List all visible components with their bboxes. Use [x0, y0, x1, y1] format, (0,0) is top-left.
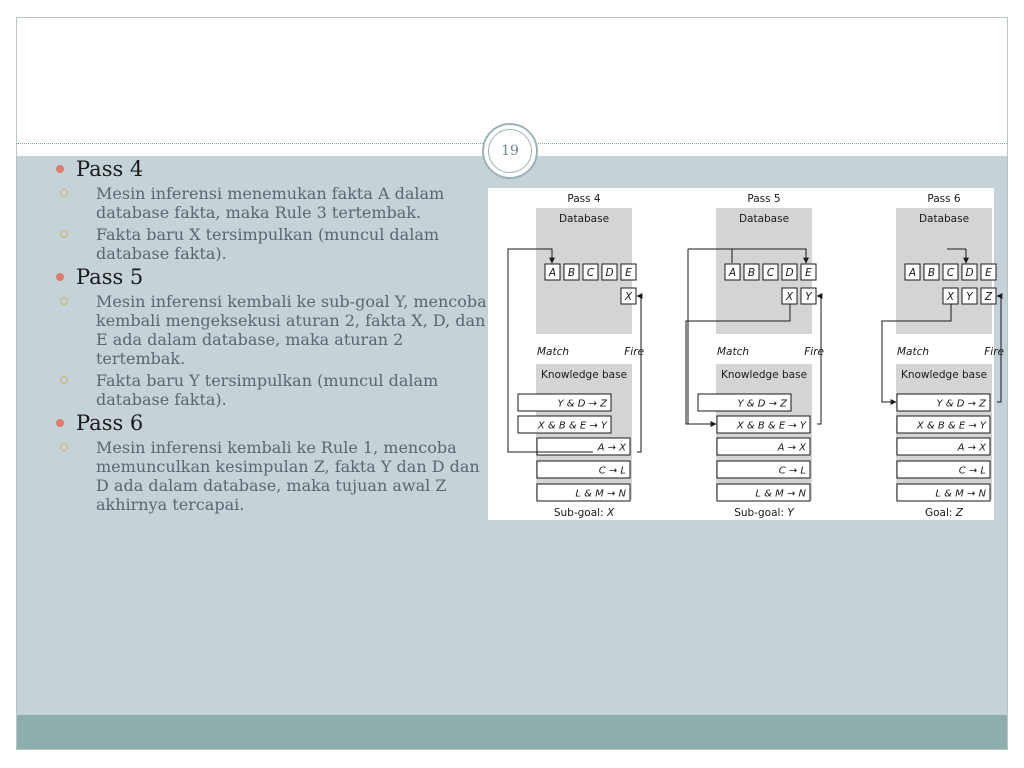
page-number: 19 — [488, 129, 532, 173]
fire-arrow — [637, 296, 641, 452]
match-label: Match — [537, 346, 570, 358]
database-label: Database — [918, 213, 970, 225]
fact-label: E — [805, 267, 812, 279]
sub-bullet-ring-icon — [60, 376, 68, 384]
fire-label: Fire — [804, 346, 824, 358]
new-fact-label: Z — [984, 291, 993, 303]
rule-label: Y & D → Z — [737, 398, 787, 410]
caption-prefix: Sub-goal: — [734, 507, 788, 519]
fact-label: D — [785, 267, 794, 279]
fact-label: C — [586, 267, 595, 279]
sub-bullet-text: Fakta baru Y tersimpulkan (muncul dalam database fakta). — [96, 371, 439, 409]
database-label: Database — [558, 213, 610, 225]
pass-title: Pass 5 — [747, 193, 781, 205]
bullet-pass-6 — [56, 411, 496, 435]
fact-label: B — [747, 267, 756, 279]
bullet-title: Pass 5 — [76, 265, 144, 289]
caption-variable: X — [606, 507, 615, 519]
bullet-list — [56, 155, 496, 514]
pass-title: Pass 4 — [567, 193, 601, 205]
rule-label: C → L — [778, 465, 806, 477]
rule-label: C → L — [958, 465, 986, 477]
fire-label: Fire — [624, 346, 644, 358]
sub-bullet-ring-icon — [60, 189, 68, 197]
fact-label: B — [567, 267, 576, 279]
rule-label: Y & D → Z — [557, 398, 607, 410]
caption-variable: Y — [787, 507, 794, 519]
sub-bullet-text: Mesin inferensi kembali ke Rule 1, mencoba memunculkan kesimpulan Z, fakta Y dan D dan D ada dalam database, maka tujuan awal Z akhirnya tercapai. — [96, 438, 480, 514]
new-fact-label: X — [946, 291, 955, 303]
bullet-dot-icon — [56, 165, 64, 173]
rule-label: C → L — [598, 465, 626, 477]
sub-bullet-text: Mesin inferensi kembali ke sub-goal Y, mencoba kembali mengeksekusi aturan 2, fakta X, D, dan E ada dalam database, maka aturan 2 tertembak. — [96, 292, 487, 368]
pass-caption — [554, 507, 615, 519]
rule-label: X & B & E → Y — [736, 420, 806, 432]
rule-label: X & B & E → Y — [916, 420, 986, 432]
knowledge-base-label: Knowledge base — [900, 369, 988, 381]
fact-label: D — [965, 267, 974, 279]
sub-bullet-ring-icon — [60, 297, 68, 305]
sub-bullet — [56, 371, 496, 409]
inference-diagram-svg — [488, 188, 1004, 520]
pass-caption — [925, 507, 964, 519]
bullet-title: Pass 6 — [76, 411, 144, 435]
bullet-dot-icon — [56, 419, 64, 427]
fact-label: E — [985, 267, 992, 279]
caption-variable: Z — [955, 507, 963, 519]
sub-bullet-text: Mesin inferensi menemukan fakta A dalam database fakta, maka Rule 3 tertembak. — [96, 184, 445, 222]
new-fact-label: X — [624, 291, 633, 303]
sub-bullet — [56, 225, 496, 263]
sub-bullet — [56, 184, 496, 222]
database-label: Database — [738, 213, 790, 225]
fire-arrow — [817, 296, 821, 424]
caption-prefix: Sub-goal: — [553, 507, 607, 519]
knowledge-base-label: Knowledge base — [720, 369, 808, 381]
rule-label: Y & D → Z — [936, 398, 986, 410]
rule-label: X & B & E → Y — [537, 420, 607, 432]
rule-label: A → X — [777, 442, 806, 454]
knowledge-base-label: Knowledge base — [540, 369, 628, 381]
footer-band — [17, 715, 1007, 749]
bullet-pass-5 — [56, 265, 496, 289]
sub-bullet-ring-icon — [60, 230, 68, 238]
rule-label: L & M → N — [935, 488, 986, 500]
new-fact-label: Y — [805, 291, 812, 303]
bullet-pass-4 — [56, 157, 496, 181]
fact-label: A — [728, 267, 737, 279]
bullet-title: Pass 4 — [76, 157, 144, 181]
rule-label: L & M → N — [755, 488, 806, 500]
new-fact-label: Y — [966, 291, 973, 303]
bullet-dot-icon — [56, 273, 64, 281]
new-fact-label: X — [785, 291, 794, 303]
match-label: Match — [717, 346, 750, 358]
fact-label: E — [625, 267, 632, 279]
rule-label: A → X — [957, 442, 986, 454]
pass-title: Pass 6 — [927, 193, 961, 205]
sub-bullet-text: Fakta baru X tersimpulkan (muncul dalam database fakta). — [96, 225, 440, 263]
caption-prefix: Goal: — [925, 507, 956, 519]
sub-bullet — [56, 438, 496, 514]
fact-label: C — [766, 267, 775, 279]
fact-label: C — [946, 267, 955, 279]
match-label: Match — [897, 346, 930, 358]
rule-label: L & M → N — [575, 488, 626, 500]
pass-caption — [734, 507, 795, 519]
fact-label: A — [908, 267, 917, 279]
rule-label: A → X — [597, 442, 626, 454]
inference-diagram — [488, 188, 1004, 520]
fact-label: B — [927, 267, 936, 279]
fact-label: D — [605, 267, 614, 279]
fire-label: Fire — [984, 346, 1004, 358]
sub-bullet — [56, 292, 496, 368]
fact-label: A — [548, 267, 557, 279]
sub-bullet-ring-icon — [60, 443, 68, 451]
